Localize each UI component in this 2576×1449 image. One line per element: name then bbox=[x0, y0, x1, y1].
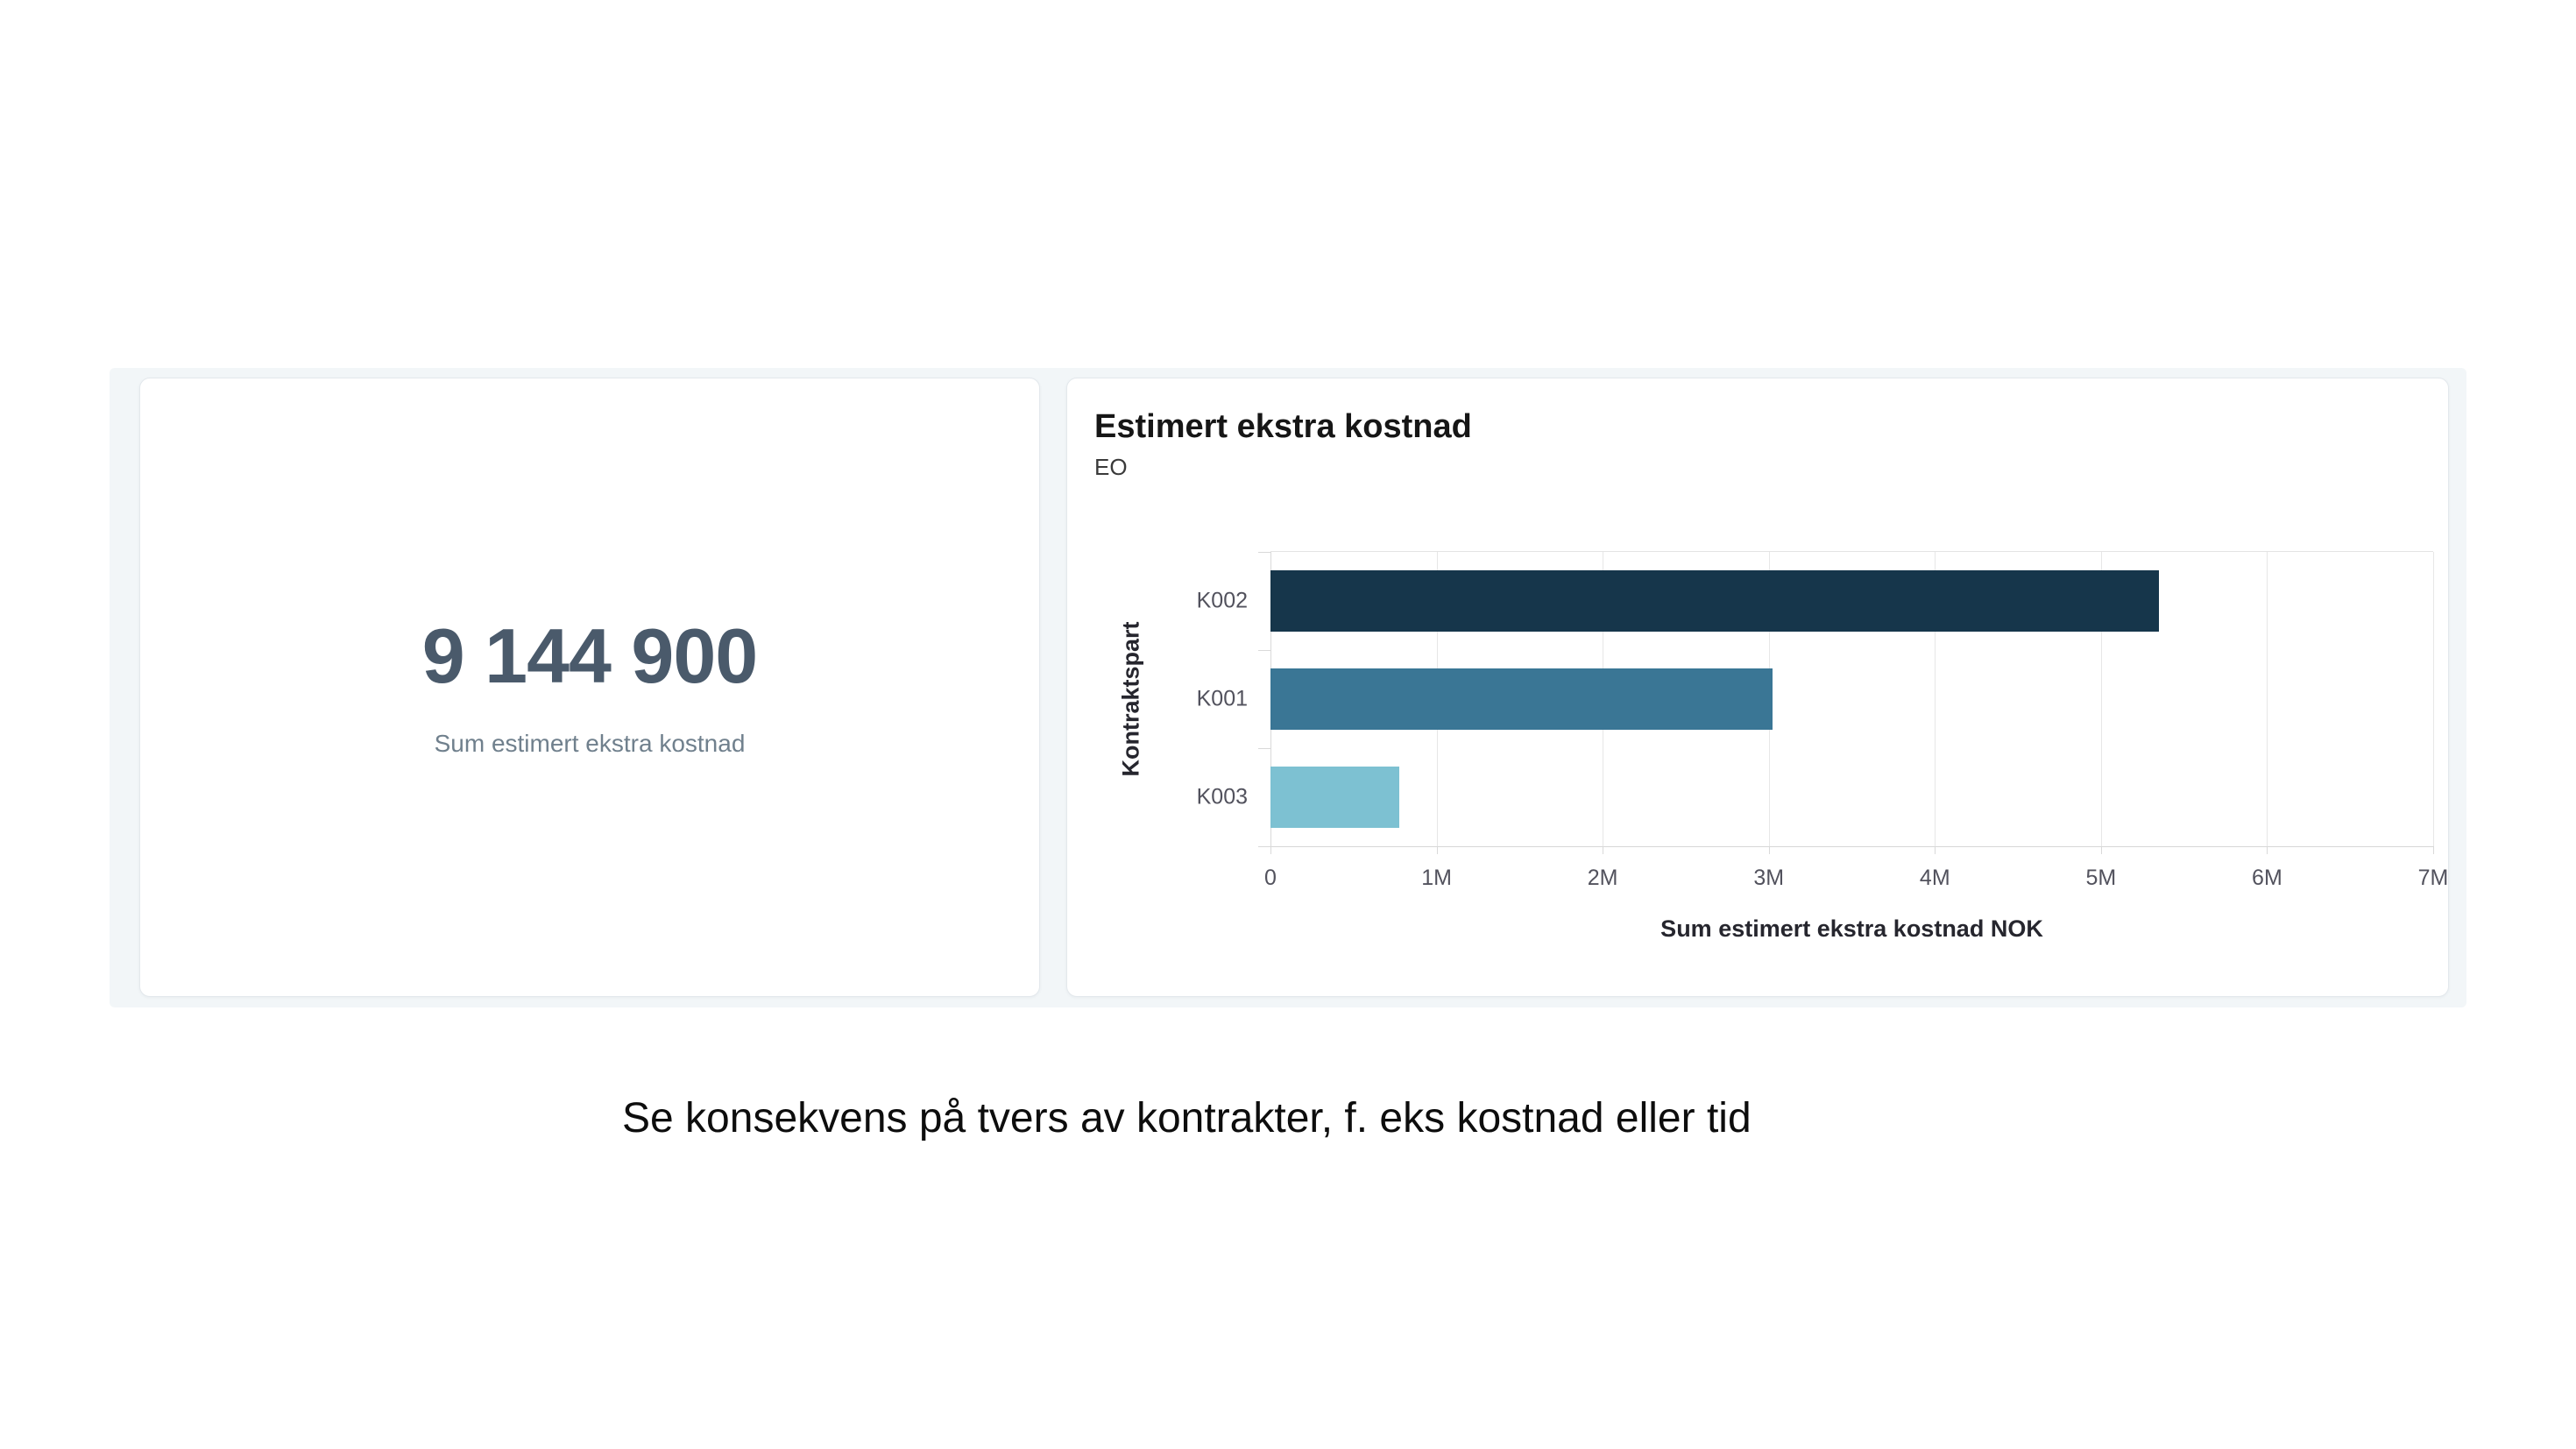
bar-band-K001 bbox=[1270, 650, 2433, 748]
x-tick-label-4M: 4M bbox=[1919, 866, 1950, 890]
bar-K001[interactable] bbox=[1270, 668, 1773, 730]
x-tick-label-6M: 6M bbox=[2252, 866, 2282, 890]
bar-band-K002 bbox=[1270, 552, 2433, 650]
x-tick-mark-5M bbox=[2101, 846, 2102, 854]
x-tick-mark-4M bbox=[1935, 846, 1936, 854]
bar-K002[interactable] bbox=[1270, 570, 2159, 632]
summary-card[interactable] bbox=[139, 378, 1040, 997]
caption-text: Se konsekvens på tvers av kontrakter, f. eks kostnad eller tid bbox=[622, 1095, 1752, 1142]
x-tick-label-0: 0 bbox=[1264, 866, 1277, 890]
y-tick-mark-3 bbox=[1258, 846, 1270, 847]
y-tick-mark-1 bbox=[1258, 650, 1270, 651]
x-tick-mark-3M bbox=[1769, 846, 1770, 854]
x-tick-mark-6M bbox=[2267, 846, 2268, 854]
gridline-7M bbox=[2433, 552, 2434, 846]
bar-K003[interactable] bbox=[1270, 767, 1399, 828]
x-tick-label-7M: 7M bbox=[2417, 866, 2449, 890]
plot-wrap bbox=[1117, 551, 2449, 942]
dashboard-panel bbox=[110, 368, 2466, 1007]
x-tick-label-1M: 1M bbox=[1421, 866, 1452, 890]
kpi-label: Sum estimert ekstra kostnad bbox=[434, 729, 746, 757]
kpi-value: 9 144 900 bbox=[421, 611, 758, 699]
y-tick-mark-0 bbox=[1258, 552, 1270, 553]
category-label-K002: K002 bbox=[1196, 588, 1248, 613]
x-tick-mark-0 bbox=[1270, 846, 1271, 854]
chart-subtitle: EO bbox=[1094, 454, 1128, 480]
plot-area bbox=[1196, 551, 2449, 890]
x-tick-mark-7M bbox=[2433, 846, 2434, 854]
y-tick-mark-2 bbox=[1258, 748, 1270, 749]
chart-card[interactable] bbox=[1066, 378, 2449, 997]
x-tick-label-3M: 3M bbox=[1753, 866, 1785, 890]
chart-title: Estimert ekstra kostnad bbox=[1094, 408, 1472, 445]
x-tick-label-2M: 2M bbox=[1587, 866, 1618, 890]
x-tick-label-5M: 5M bbox=[2085, 866, 2117, 890]
category-label-K003: K003 bbox=[1196, 784, 1248, 809]
x-axis-title: Sum estimert ekstra kostnad NOK bbox=[1660, 915, 2043, 942]
bar-band-K003 bbox=[1270, 748, 2433, 846]
y-axis-title: Kontraktspart bbox=[1117, 621, 1144, 777]
x-tick-mark-1M bbox=[1437, 846, 1438, 854]
category-label-K001: K001 bbox=[1196, 686, 1248, 711]
